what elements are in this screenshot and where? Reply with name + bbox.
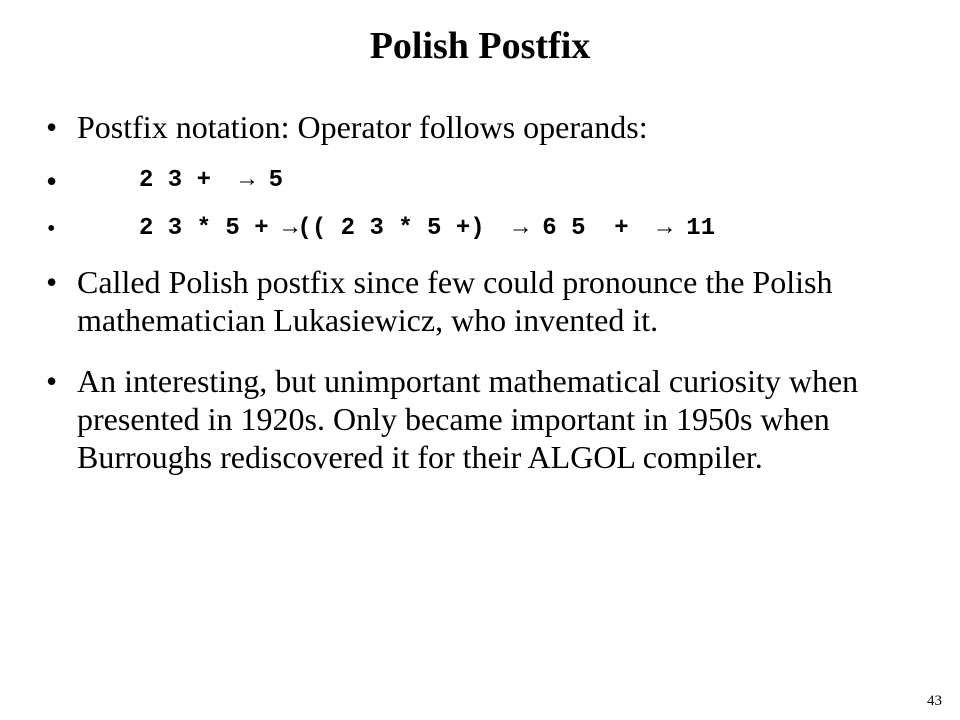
page-number: 43 [927, 693, 942, 709]
bullet-text: An interesting, but unimportant mathematical curiosity when presented in 1920s. Only became important in 1950s when Burroughs rediscovered it for their ALGOL compiler. [77, 363, 859, 475]
bullet-text: Called Polish postfix since few could pronounce the Polish mathematician Lukasiewicz, who invented it. [77, 264, 833, 338]
bullet-marker: • [46, 363, 58, 399]
slide-title: Polish Postfix [369, 25, 591, 67]
bullet-marker: • [46, 264, 58, 300]
bullet-marker: • [47, 216, 56, 242]
code-example-complex: 2 3 * 5 + →(( 2 3 * 5 +) → 6 5 + → 11 [139, 215, 716, 242]
bullet-text: Postfix notation: Operator follows operands: [77, 109, 648, 145]
bullet-marker: • [46, 109, 58, 145]
bullet-marker: • [46, 163, 58, 199]
code-example-simple: 2 3 + → 5 [139, 167, 284, 194]
